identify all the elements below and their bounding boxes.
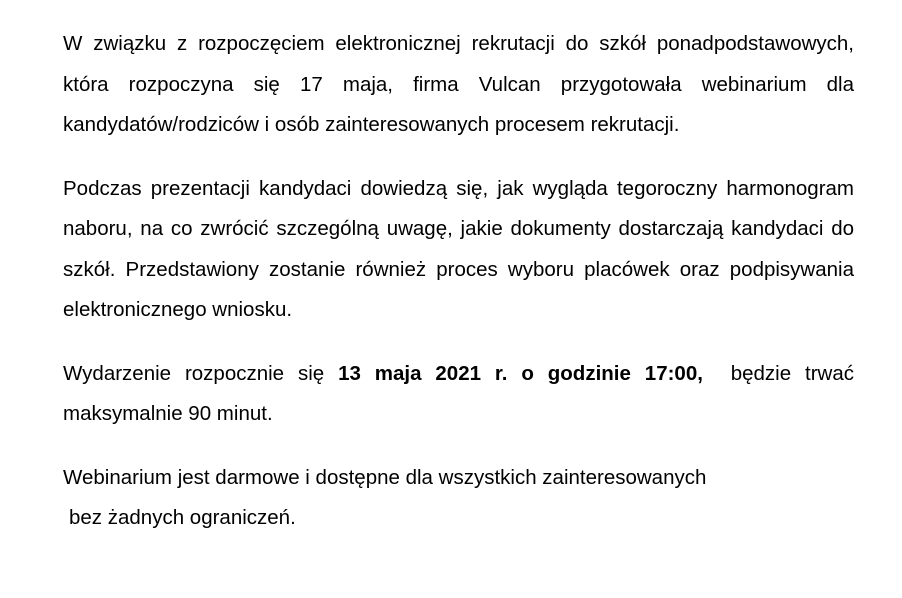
paragraph-recruitment-intro: W związku z rozpoczęciem elektronicznej rekrutacji do szkół ponadpodstawowych, która rozpoczyna się 17 maja, firma Vulcan przygotowała webinarium dla kandydatów/rodziców i osób zainteresowanych procesem rekrutacji.	[63, 32, 854, 136]
paragraph-free-access	[63, 458, 854, 539]
document-body	[63, 24, 860, 539]
paragraph-presentation-details: Podczas prezentacji kandydaci dowiedzą się, jak wygląda tegoroczny harmonogram naboru, na co zwrócić szczególną uwagę, jakie dokumenty dostarczają kandydaci do szkół. Przedstawiony zostanie również proces wyboru placówek oraz podpisywania elektronicznego wniosku.	[63, 176, 854, 321]
event-duration: będzie trwać maksymalnie 90 minut.	[63, 361, 860, 425]
free-access-line-1: Webinarium jest darmowe i dostępne dla wszystkich zainteresowanych	[63, 465, 707, 489]
paragraph-event-date	[63, 354, 860, 435]
event-date-prefix: Wydarzenie rozpocznie się	[63, 361, 339, 385]
free-access-line-2: bez żadnych ograniczeń.	[69, 506, 296, 529]
event-date-time: 13 maja 2021 r. o godzinie 17:00,	[338, 361, 703, 385]
